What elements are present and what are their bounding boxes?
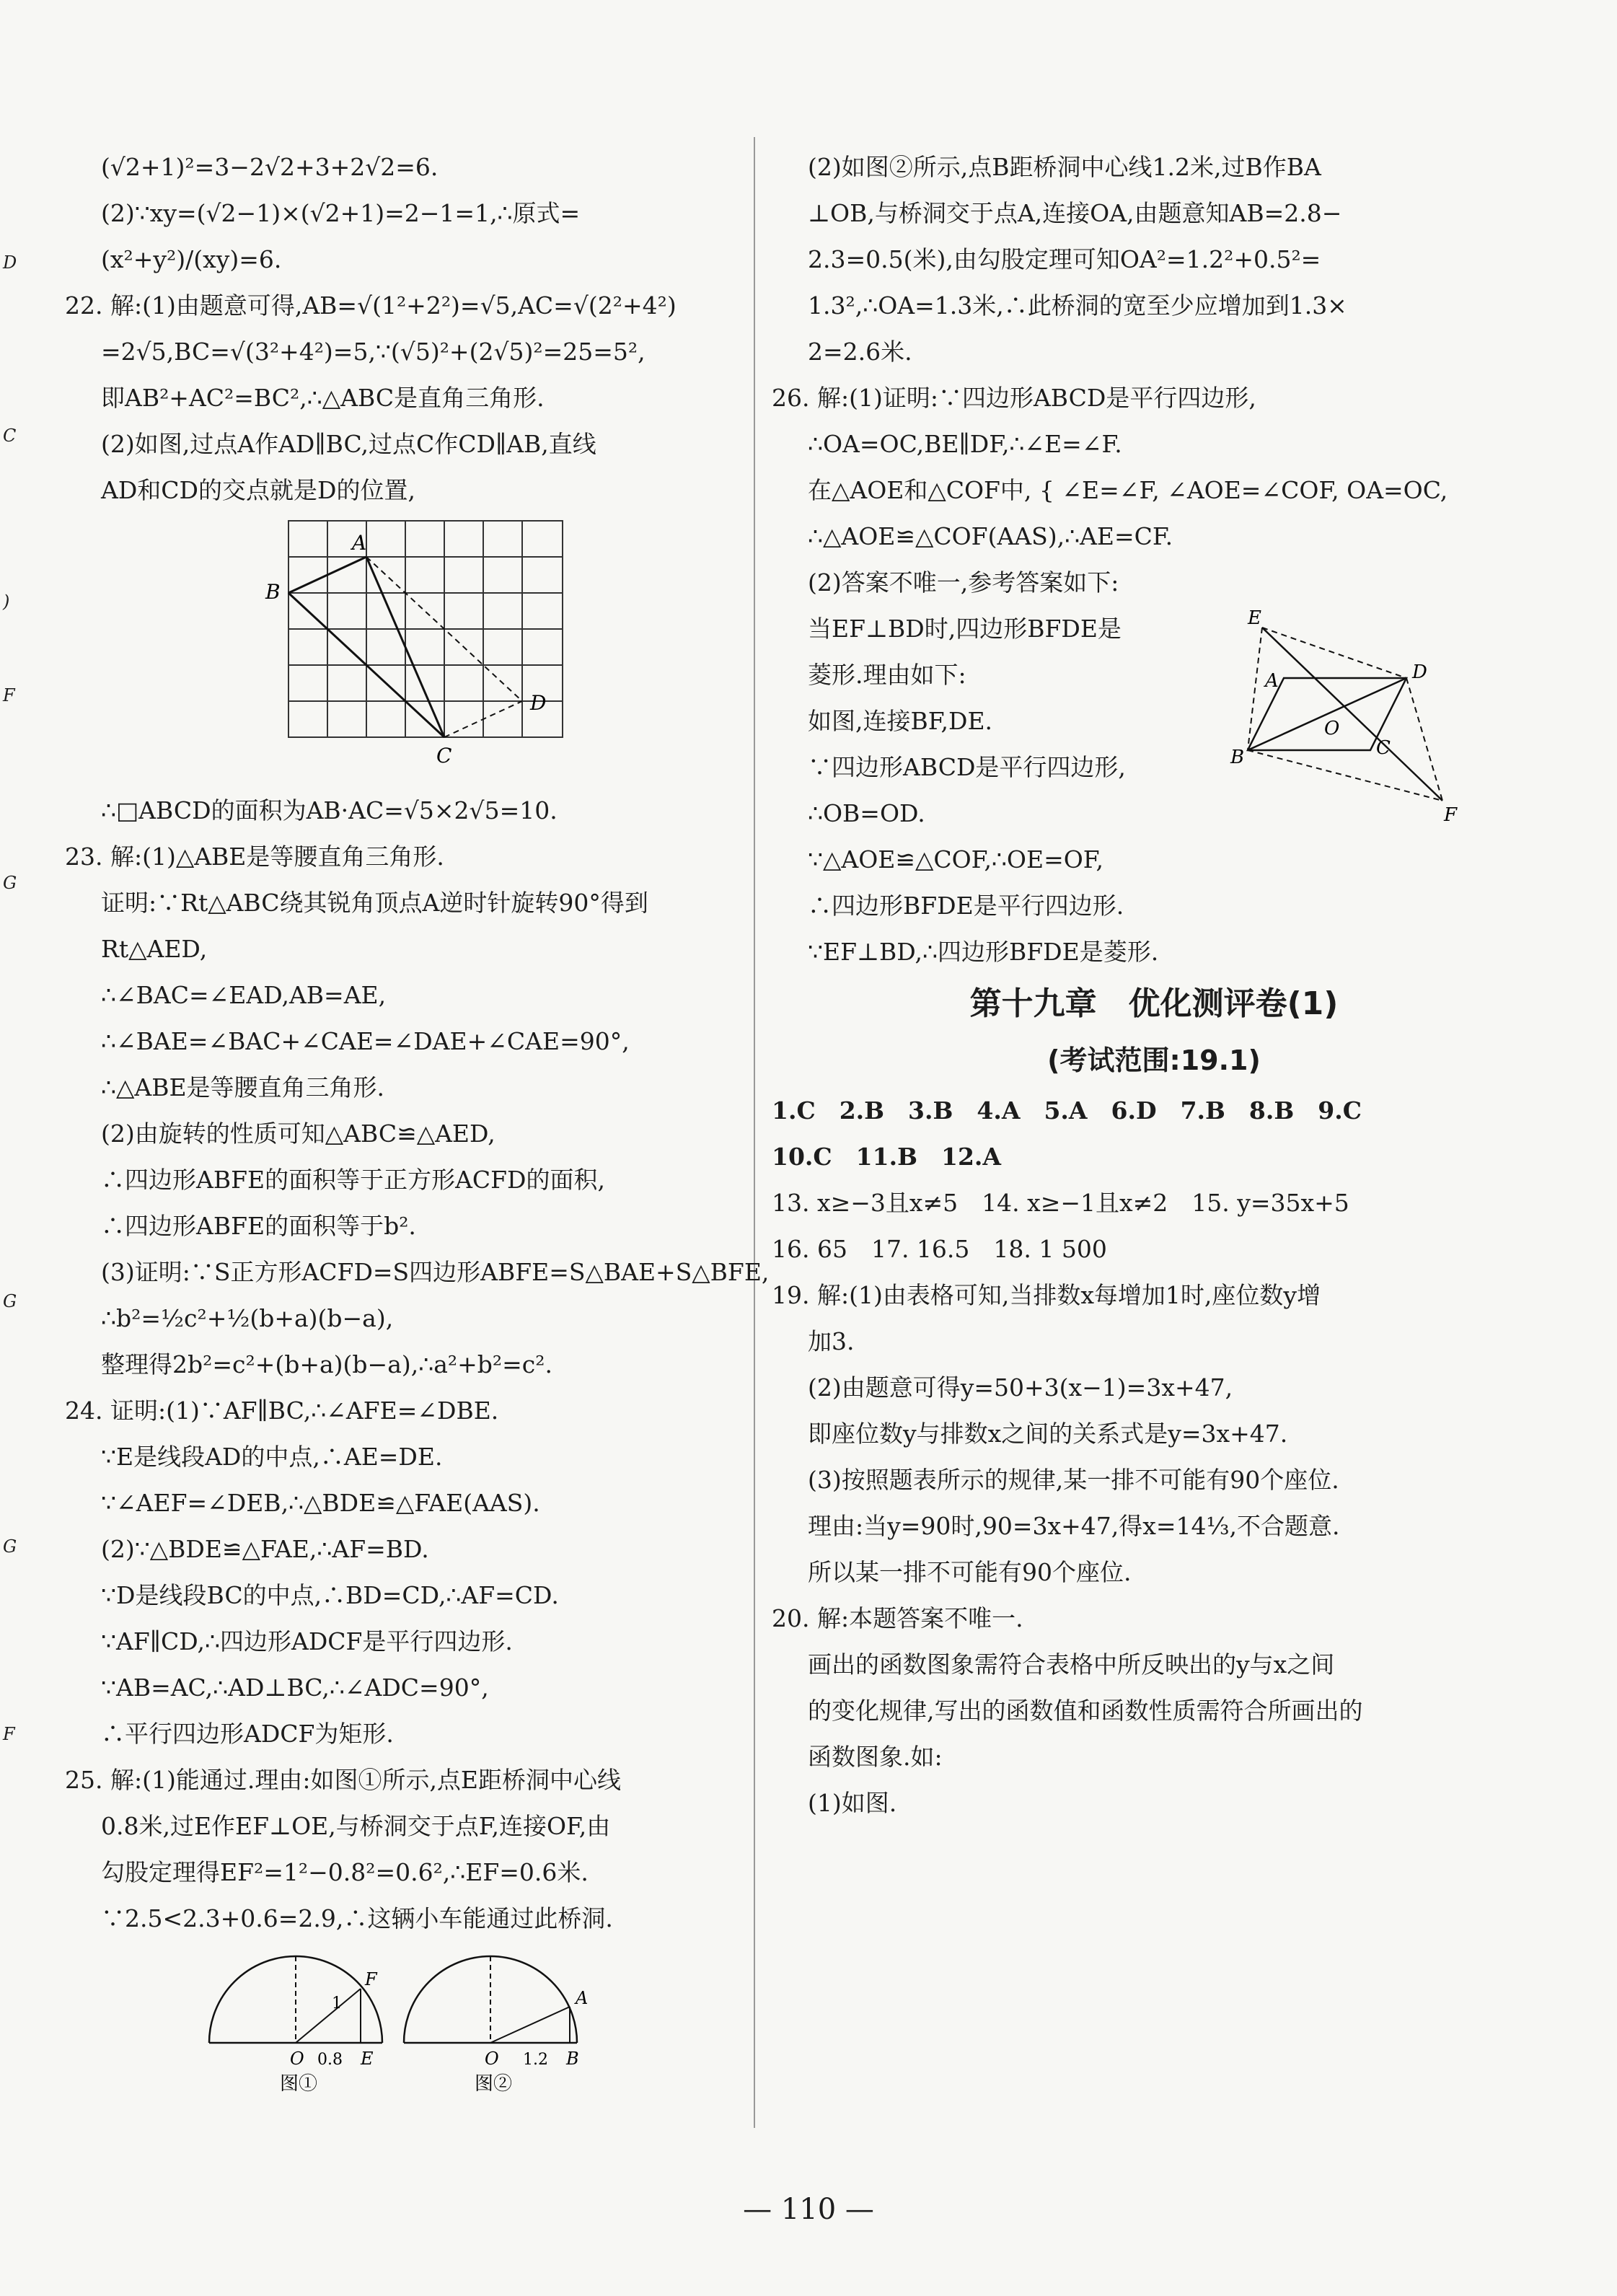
text-line: ⊥OB,与桥洞交于点A,连接OA,由题意知AB=2.8− (808, 199, 1342, 227)
right-column (772, 144, 1536, 1826)
text-line: 在△AOE和△COF中, { ∠E=∠F, ∠AOE=∠COF, OA=OC, (808, 476, 1448, 504)
text-line: ∴平行四边形ADCF为矩形. (101, 1720, 394, 1748)
chapter-title: 第十九章 优化测评卷(1) (969, 985, 1339, 1022)
figure-1 (209, 1956, 382, 2043)
para-label-b: B (1230, 747, 1245, 768)
text-line: (2)如图,过点A作AD∥BC,过点C作CD∥AB,直线 (101, 430, 596, 458)
text-line: ∴四边形ABFE的面积等于b². (101, 1212, 416, 1240)
margin-letter: G (3, 873, 17, 893)
fig2-label-o: O (485, 2049, 499, 2069)
text-line: 即座位数y与排数x之间的关系式是y=3x+47. (808, 1420, 1288, 1448)
label-b: B (265, 580, 281, 604)
label-a: A (352, 531, 367, 555)
answers-line: 16. 65 17. 16.5 18. 1 500 (772, 1235, 1107, 1263)
margin-letter: F (3, 685, 15, 705)
text-line: (1)如图. (808, 1789, 897, 1817)
text-line: (2)由题意可得y=50+3(x−1)=3x+47, (808, 1373, 1233, 1402)
column-divider (754, 137, 755, 2128)
text-line: 即AB²+AC²=BC²,∴△ABC是直角三角形. (101, 384, 545, 412)
label-c: C (436, 744, 452, 767)
text-line: AD和CD的交点就是D的位置, (101, 476, 415, 504)
fig1-label-e: E (361, 2049, 374, 2069)
para-label-a: A (1265, 670, 1279, 692)
text-line: ∵2.5<2.3+0.6=2.9,∴这辆小车能通过此桥洞. (101, 1904, 613, 1932)
exam-scope: (考试范围:19.1) (1047, 1044, 1261, 1076)
text-line: ∴∠BAE=∠BAC+∠CAE=∠DAE+∠CAE=90°, (101, 1027, 630, 1055)
text-line: (2)∵△BDE≌△FAE,∴AF=BD. (101, 1535, 429, 1563)
question-19-line: 19. 解:(1)由表格可知,当排数x每增加1时,座位数y增 (772, 1281, 1321, 1309)
margin-letter: ) (3, 591, 10, 612)
para-label-d: D (1412, 661, 1427, 683)
answers-line: 10.C 11.B 12.A (772, 1143, 1001, 1171)
margin-letter: C (3, 426, 17, 446)
fig1-distance: 0.8 (317, 2051, 343, 2069)
text-line: ∵EF⊥BD,∴四边形BFDE是菱形. (808, 938, 1159, 966)
text-line: 证明:∵Rt△ABC绕其锐角顶点A逆时针旋转90°得到 (101, 889, 648, 917)
question-22-line: 22. 解:(1)由题意可得,AB=√(1²+2²)=√5,AC=√(2²+4²) (65, 291, 677, 320)
text-line: (x²+y²)/(xy)=6. (101, 245, 282, 273)
text-line: ∵E是线段AD的中点,∴AE=DE. (101, 1443, 443, 1471)
text-line: 的变化规律,写出的函数值和函数性质需符合所画出的 (808, 1697, 1363, 1725)
text-line: ∴四边形BFDE是平行四边形. (808, 892, 1124, 920)
text-line: ∵AF∥CD,∴四边形ADCF是平行四边形. (101, 1627, 513, 1655)
bridge-figures (65, 1942, 743, 2093)
text-line: ∴b²=½c²+½(b+a)(b−a), (101, 1304, 394, 1332)
text-line: 如图,连接BF,DE. (808, 707, 993, 735)
para-label-c: C (1376, 737, 1391, 759)
text-line: Rt△AED, (101, 935, 208, 963)
text-line: (2)答案不唯一,参考答案如下: (808, 568, 1119, 597)
text-line: (√2+1)²=3−2√2+3+2√2=6. (101, 153, 439, 181)
text-line: ∴□ABCD的面积为AB·AC=√5×2√5=10. (101, 796, 558, 824)
figure-2 (404, 1956, 577, 2043)
question-25-line: 25. 解:(1)能通过.理由:如图①所示,点E距桥洞中心线 (65, 1766, 622, 1794)
question-20-line: 20. 解:本题答案不唯一. (772, 1604, 1023, 1632)
answers-line: 13. x≥−3且x≠5 14. x≥−1且x≠2 15. y=35x+5 (772, 1189, 1349, 1217)
text-line: (2)如图②所示,点B距桥洞中心线1.2米,过B作BA (808, 153, 1321, 181)
fig1-label-f: F (365, 1969, 377, 1989)
text-line: (2)∵xy=(√2−1)×(√2+1)=2−1=1,∴原式= (101, 199, 581, 227)
question-23-line: 23. 解:(1)△ABE是等腰直角三角形. (65, 843, 444, 871)
text-line: ∵四边形ABCD是平行四边形, (808, 753, 1126, 781)
fig1-radius: 1 (332, 1994, 342, 2013)
para-label-e: E (1248, 607, 1261, 629)
question-26-line: 26. 解:(1)证明:∵四边形ABCD是平行四边形, (772, 384, 1256, 412)
answers-line: 1.C 2.B 3.B 4.A 5.A 6.D 7.B 8.B 9.C (772, 1096, 1362, 1125)
text-line: 2=2.6米. (808, 338, 912, 366)
text-line: ∴△ABE是等腰直角三角形. (101, 1073, 385, 1101)
text-line: ∴OB=OD. (808, 799, 925, 827)
text-line: ∵△AOE≌△COF,∴OE=OF, (808, 845, 1104, 874)
page-number: — 110 — (743, 2193, 874, 2226)
left-margin-marks (0, 216, 22, 2164)
text-line: ∴△AOE≌△COF(AAS),∴AE=CF. (808, 522, 1173, 550)
fig1-caption: 图① (280, 2073, 318, 2093)
text-line: (2)由旋转的性质可知△ABC≌△AED, (101, 1120, 495, 1148)
text-line: 函数图象.如: (808, 1743, 943, 1771)
text-line: =2√5,BC=√(3²+4²)=5,∵(√5)²+(2√5)²=25=5², (101, 338, 646, 366)
fig1-label-o: O (290, 2049, 304, 2069)
grid-figure (65, 514, 743, 788)
parallelogram-figure (1204, 606, 1507, 837)
text-line: 勾股定理得EF²=1²−0.8²=0.6²,∴EF=0.6米. (101, 1858, 589, 1886)
text-line: ∵AB=AC,∴AD⊥BC,∴∠ADC=90°, (101, 1673, 489, 1702)
rhombus-block (772, 606, 1536, 975)
text-line: 当EF⊥BD时,四边形BFDE是 (808, 615, 1122, 643)
text-line: 整理得2b²=c²+(b+a)(b−a),∴a²+b²=c². (101, 1350, 553, 1378)
question-24-line: 24. 证明:(1)∵AF∥BC,∴∠AFE=∠DBE. (65, 1396, 499, 1425)
text-line: ∵∠AEF=∠DEB,∴△BDE≌△FAE(AAS). (101, 1489, 540, 1517)
text-line: ∴OA=OC,BE∥DF,∴∠E=∠F. (808, 430, 1122, 458)
text-line: 理由:当y=90时,90=3x+47,得x=14⅓,不合题意. (808, 1512, 1340, 1540)
text-line: 1.3²,∴OA=1.3米,∴此桥洞的宽至少应增加到1.3× (808, 291, 1347, 320)
text-line: (3)证明:∵S正方形ACFD=S四边形ABFE=S△BAE+S△BFE, (101, 1258, 770, 1286)
fig2-caption: 图② (475, 2073, 513, 2093)
fig2-label-a: A (576, 1988, 589, 2008)
text-line: 画出的函数图象需符合表格中所反映出的y与x之间 (808, 1650, 1335, 1679)
text-line: (3)按照题表所示的规律,某一排不可能有90个座位. (808, 1466, 1339, 1494)
margin-letter: F (3, 1724, 15, 1744)
para-label-o: O (1324, 718, 1340, 739)
text-line: 所以某一排不可能有90个座位. (808, 1558, 1132, 1586)
text-line: ∴四边形ABFE的面积等于正方形ACFD的面积, (101, 1166, 605, 1194)
label-d: D (530, 691, 547, 715)
text-line: 加3. (808, 1327, 855, 1355)
left-column (65, 144, 770, 2093)
margin-letter: D (3, 252, 17, 273)
para-label-f: F (1444, 804, 1458, 826)
margin-letter: G (3, 1536, 17, 1557)
text-line: ∴∠BAC=∠EAD,AB=AE, (101, 981, 387, 1009)
grid-lines (288, 521, 563, 737)
text-line: 0.8米,过E作EF⊥OE,与桥洞交于点F,连接OF,由 (101, 1812, 611, 1840)
margin-letter: G (3, 1291, 17, 1311)
text-line: 2.3=0.5(米),由勾股定理可知OA²=1.2²+0.5²= (808, 245, 1321, 273)
text-line: 菱形.理由如下: (808, 661, 966, 689)
fig2-label-b: B (566, 2049, 579, 2069)
fig2-distance: 1.2 (523, 2051, 548, 2069)
text-line: ∵D是线段BC的中点,∴BD=CD,∴AF=CD. (101, 1581, 559, 1609)
